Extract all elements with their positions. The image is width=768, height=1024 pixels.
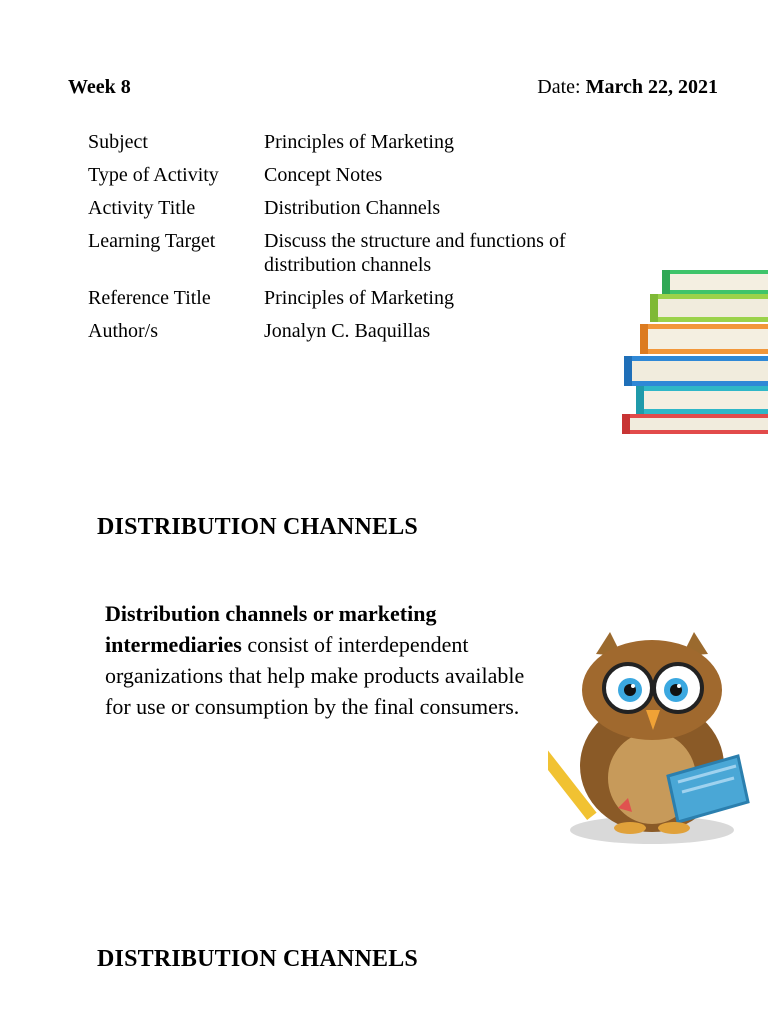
info-row-reference: [88, 286, 616, 310]
info-value: Concept Notes: [264, 164, 383, 186]
info-row-subject: [88, 130, 616, 154]
date-line: [537, 76, 718, 99]
info-row-title: [88, 196, 616, 220]
info-row-author: [88, 319, 616, 343]
info-row-type: [88, 163, 616, 187]
info-label: Subject: [88, 131, 148, 153]
owl-reading-icon: [548, 626, 756, 848]
info-value: Principles of Marketing: [264, 131, 454, 153]
week-label: Week 8: [68, 76, 131, 98]
date-value: March 22, 2021: [585, 76, 718, 98]
definition-term: Distribution channels or marketing intermediaries: [105, 601, 437, 657]
info-value: Jonalyn C. Baquillas: [264, 320, 431, 342]
section-heading: DISTRIBUTION CHANNELS: [97, 946, 418, 972]
info-label: Type of Activity: [88, 164, 219, 186]
stacked-books-icon: [620, 268, 768, 434]
date-label: Date:: [537, 76, 581, 98]
activity-info-table: [88, 130, 616, 352]
definition-paragraph: [105, 598, 545, 722]
info-label: Learning Target: [88, 230, 216, 252]
info-label: Reference Title: [88, 287, 211, 309]
definition-body: consist of interdependent organizations that help make products available for use or consumption by the final consumers.: [105, 632, 525, 719]
info-row-target: [88, 229, 616, 277]
info-value: Discuss the structure and functions of distribution channels: [264, 230, 566, 276]
section-heading: DISTRIBUTION CHANNELS: [97, 514, 418, 540]
info-label: Author/s: [88, 320, 158, 342]
info-label: Activity Title: [88, 197, 196, 219]
info-value: Distribution Channels: [264, 197, 441, 219]
info-value: Principles of Marketing: [264, 287, 454, 309]
